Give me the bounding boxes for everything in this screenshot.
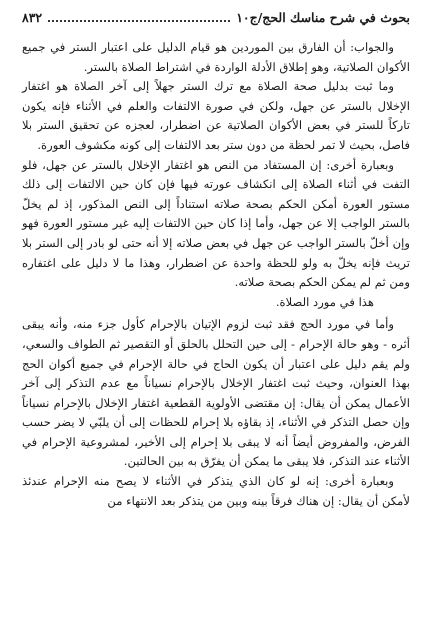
paragraph-in-other-words-2: وبعبارة أخرى: إنه لو كان الذي يتذكر في الأثناء لا يصح منه الإحرام عندئذ لأمكن أن يقال: إن هناك فرقاً بينه وبين من يتذكر بعد الانتهاء من — [22, 474, 410, 508]
paragraph-proof-by-ignorance: وما ثبت بدليل صحة الصلاة مع ترك الستر جهلاً إلى آخر الصلاة هو اغتفار الإخلال بالستر عن جهل، ولكن في صورة الالتفات والعلم في الأثناء فإنه يكون تاركاً للستر في بعض الأكوان الصلاتية عن اضطرار، لعجزه عن تحقيق الستر بلا فاصل، بحيث لا تمر لحظة من دون ستر بعد الالتفات إلى كونه مكشوف العورة. — [22, 79, 410, 152]
header-dot-leader — [48, 12, 230, 22]
running-title: بحوث في شرح مناسك الحج/ج١٠ — [236, 10, 410, 25]
body-text — [22, 38, 410, 511]
paragraph-hajj-case: وأما في مورد الحج فقد ثبت لزوم الإتيان بالإحرام كأول جزء منه، وأنه يبقى أثره - وهو حالة الإحرام - إلى حين التحلل بالحلق أو التقصير ثم الطواف والسعي، ولم يقم دليل على اعتبار أن يكون الحاج في حالة الإحرام في جميع أكوان الحج بهذا العنوان، وحيث ثبت اغتفار الإخلال بالإحرام نسياناً مع عدم التذكر إلى آخر الأعمال يمكن أن يقال: إن مقتضى الأولوية القطعية اغتفار الإخلال بالإحرام نسياناً وإن حصل التذكر في الأثناء، إذ بقاؤه بلا إحرام للحظات إلى أن يلبّي لا يضر حسب الفرض، والمفروض أيضاً أنه لا يبقى بلا إحرام إلى الأخير، لمشروعية الإحرام في الأثناء عند التذكر، فلا يبقى ما يمكن أن يفرّق به بين الحالتين. — [22, 317, 410, 469]
page-header — [22, 10, 410, 32]
paragraph-answer: والجواب: أن الفارق بين الموردين هو قيام الدليل على اعتبار الستر في جميع الأكوان الصلاتية، وهو إطلاق الأدلة الواردة في اشتراط الصلاة بالستر. — [22, 40, 410, 74]
paragraph-in-other-words: وبعبارة أخرى: إن المستفاد من النص هو اغتفار الإخلال بالستر عن جهل، فلو التفت في أثناء الصلاة إلى انكشاف عورته فيها فإن كان حين الالتفات إلى ذلك مستور العورة أمكن الحكم بصحة صلاته استناداً إلى النص المذكور، إذ لم يخلّ بالستر الواجب إلا عن جهل، وأما إذا كان حين الالتفات إليه غير مستور العورة فهو وإن أخلّ بالستر الواجب عن جهل في بعض صلاته إلا أنه حتى لو بادر إلى الستر بلا تريث فإنه يخلّ به ولو للحظة واحدة عن اضطرار، وهذا ما لا دليل على اغتفاره ومن ثم لم يمكن الحكم بصحة صلاته. — [22, 157, 410, 290]
page-number: ٨٣٢ — [22, 10, 43, 25]
paragraph-prayer-case: هذا في مورد الصلاة. — [275, 294, 374, 309]
